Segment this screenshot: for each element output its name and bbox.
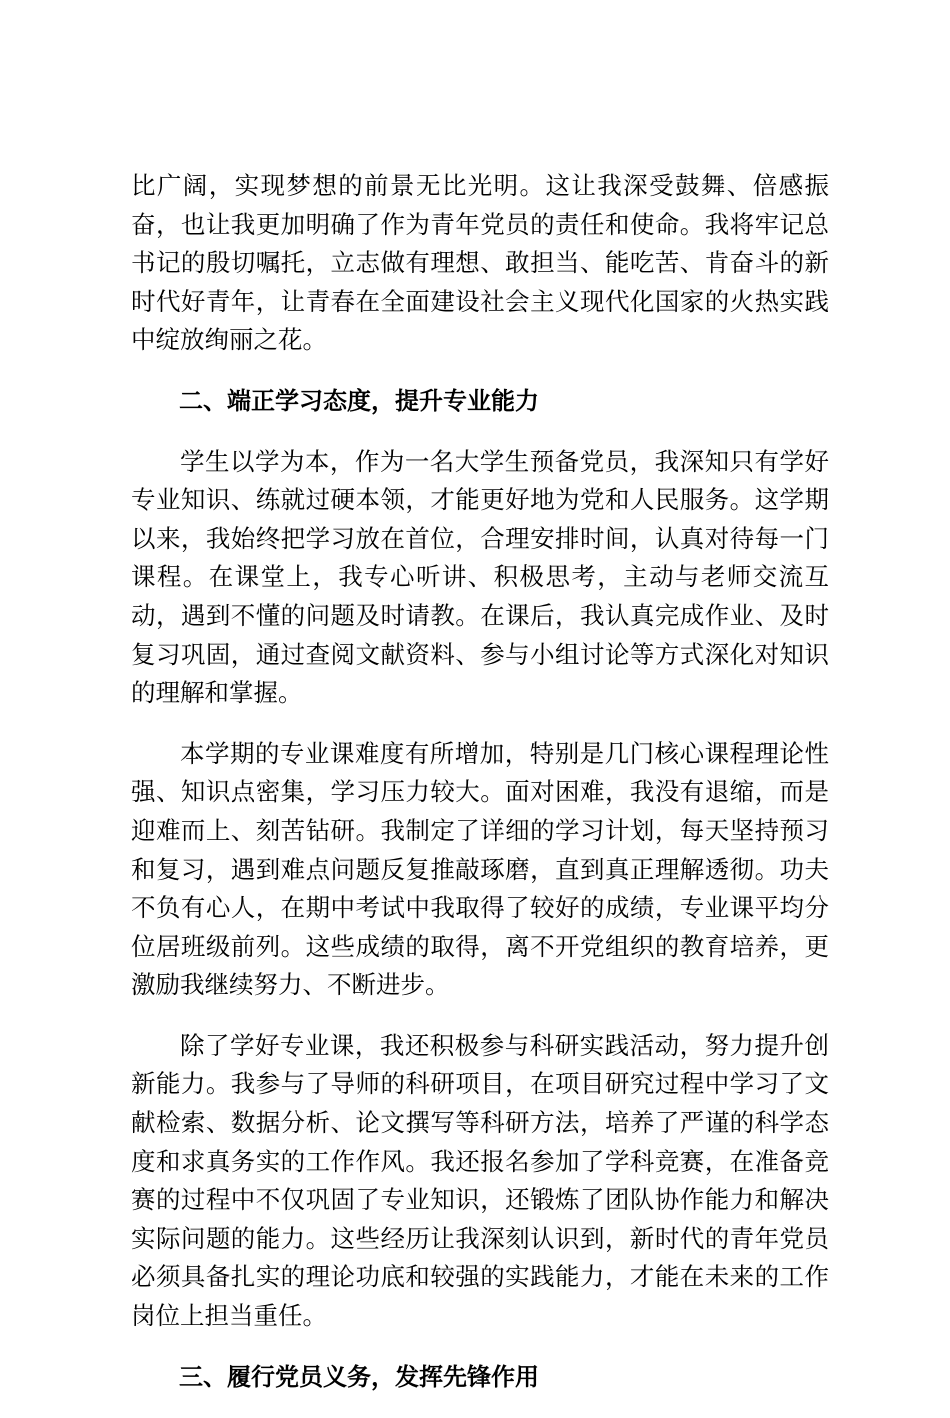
paragraph-study-attitude: 学生以学为本，作为一名大学生预备党员，我深知只有学好专业知识、练就过硬本领，才能更好地为党和人民服务。这学期以来，我始终把学习放在首位，合理安排时间，认真对待每一门课程。在课堂上，我专心听讲、积极思考，主动与老师交流互动，遇到不懂的问题及时请教。在课后，我认真完成作业、及时复习巩固，通过查阅文献资料、参与小组讨论等方式深化对知识的理解和掌握。 bbox=[131, 446, 829, 708]
document-body bbox=[131, 167, 829, 1418]
section-heading-2: 二、端正学习态度，提升专业能力 bbox=[179, 386, 539, 415]
paragraph-research-practice: 除了学好专业课，我还积极参与科研实践活动，努力提升创新能力。我参与了导师的科研项目，在项目研究过程中学习了文献检索、数据分析、论文撰写等科研方法，培养了严谨的科学态度和求真务实的工作作风。我还报名参加了学科竞赛，在准备竞赛的过程中不仅巩固了专业知识，还锻炼了团队协作能力和解决实际问题的能力。这些经历让我深刻认识到，新时代的青年党员必须具备扎实的理论功底和较强的实践能力，才能在未来的工作岗位上担当重任。 bbox=[131, 1030, 829, 1331]
section-heading-3: 三、履行党员义务，发挥先锋作用 bbox=[179, 1362, 539, 1391]
paragraph-professional-courses: 本学期的专业课难度有所增加，特别是几门核心课程理论性强、知识点密集，学习压力较大。面对困难，我没有退缩，而是迎难而上、刻苦钻研。我制定了详细的学习计划，每天坚持预习和复习，遇到难点问题反复推敲琢磨，直到真正理解透彻。功夫不负有心人，在期中考试中我取得了较好的成绩，专业课平均分位居班级前列。这些成绩的取得，离不开党组织的教育培养，更激励我继续努力、不断进步。 bbox=[131, 738, 829, 1000]
paragraph-continuation: 比广阔，实现梦想的前景无比光明。这让我深受鼓舞、倍感振奋，也让我更加明确了作为青年党员的责任和使命。我将牢记总书记的殷切嘱托，立志做有理想、敢担当、能吃苦、肯奋斗的新时代好青年，让青春在全面建设社会主义现代化国家的火热实践中绽放绚丽之花。 bbox=[131, 171, 829, 355]
